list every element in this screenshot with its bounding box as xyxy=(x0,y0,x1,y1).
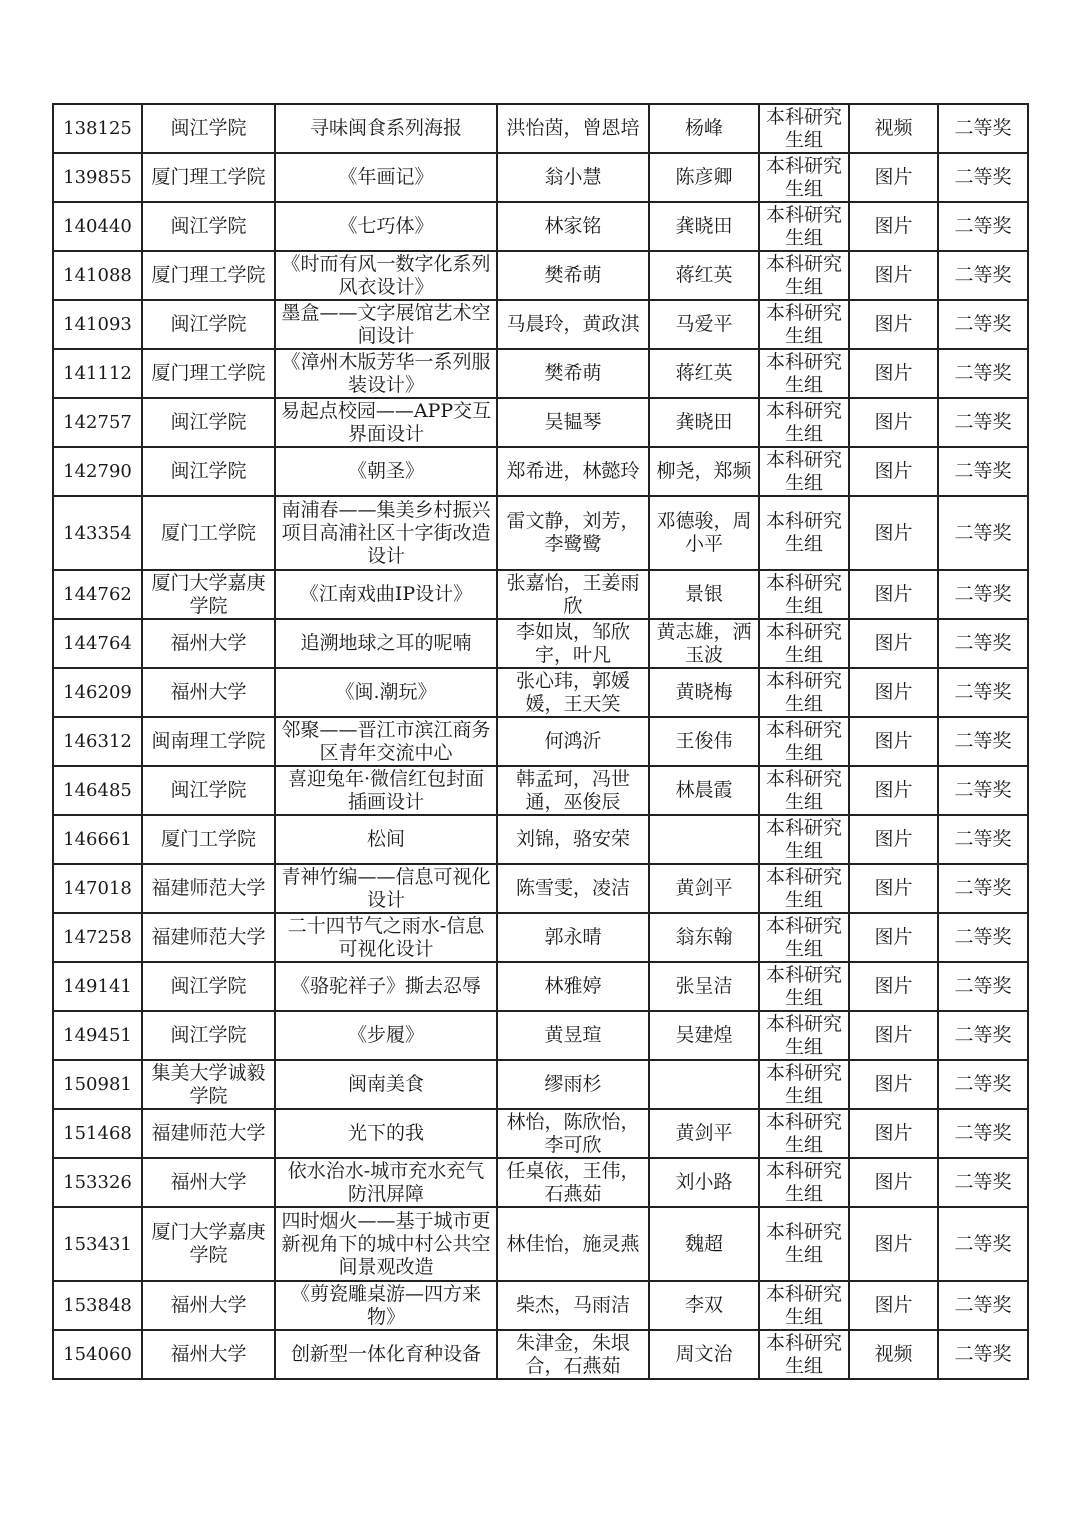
table-row xyxy=(53,962,1028,1011)
advisor-cell xyxy=(649,1060,759,1109)
entry-id-cell: 147018 xyxy=(53,864,142,913)
group-cell: 本科研究生组 xyxy=(759,496,849,570)
entry-id-cell: 141088 xyxy=(53,251,142,300)
group-cell: 本科研究生组 xyxy=(759,153,849,202)
entry-id-cell: 146661 xyxy=(53,815,142,864)
entry-id-cell: 146209 xyxy=(53,668,142,717)
entry-id-cell: 154060 xyxy=(53,1330,142,1379)
title-cell: 邻聚——晋江市滨江商务区青年交流中心 xyxy=(275,717,497,766)
advisor-cell: 张呈洁 xyxy=(649,962,759,1011)
school-cell: 闽江学院 xyxy=(142,1011,275,1060)
authors-cell: 柴杰，马雨洁 xyxy=(497,1281,649,1330)
authors-cell: 林雅婷 xyxy=(497,962,649,1011)
school-cell: 厦门理工学院 xyxy=(142,153,275,202)
entry-id-cell: 149141 xyxy=(53,962,142,1011)
award-table-body xyxy=(53,104,1028,1379)
type-cell: 图片 xyxy=(849,864,938,913)
table-row xyxy=(53,398,1028,447)
advisor-cell: 魏超 xyxy=(649,1207,759,1281)
table-row xyxy=(53,1060,1028,1109)
award-cell: 二等奖 xyxy=(938,1060,1028,1109)
title-cell: 二十四节气之雨水-信息可视化设计 xyxy=(275,913,497,962)
table-row xyxy=(53,104,1028,153)
title-cell: 《漳州木版芳华一系列服装设计》 xyxy=(275,349,497,398)
table-row xyxy=(53,717,1028,766)
award-cell: 二等奖 xyxy=(938,447,1028,496)
table-row xyxy=(53,300,1028,349)
school-cell: 福州大学 xyxy=(142,1158,275,1207)
title-cell: 墨盒——文字展馆艺术空间设计 xyxy=(275,300,497,349)
title-cell: 四时烟火——基于城市更新视角下的城中村公共空间景观改造 xyxy=(275,1207,497,1281)
title-cell: 南浦春——集美乡村振兴项目高浦社区十字街改造设计 xyxy=(275,496,497,570)
award-cell: 二等奖 xyxy=(938,398,1028,447)
title-cell: 闽南美食 xyxy=(275,1060,497,1109)
advisor-cell: 黄志雄，洒玉波 xyxy=(649,619,759,668)
school-cell: 厦门大学嘉庚学院 xyxy=(142,570,275,619)
award-cell: 二等奖 xyxy=(938,815,1028,864)
award-cell: 二等奖 xyxy=(938,913,1028,962)
advisor-cell: 林晨霞 xyxy=(649,766,759,815)
type-cell: 图片 xyxy=(849,300,938,349)
type-cell: 图片 xyxy=(849,398,938,447)
title-cell: 《时而有风一数字化系列风衣设计》 xyxy=(275,251,497,300)
authors-cell: 黄昱瑄 xyxy=(497,1011,649,1060)
authors-cell: 吴韫琴 xyxy=(497,398,649,447)
authors-cell: 任桌依，王伟，石燕茹 xyxy=(497,1158,649,1207)
advisor-cell: 景银 xyxy=(649,570,759,619)
school-cell: 福州大学 xyxy=(142,1281,275,1330)
authors-cell: 张心玮，郭媛媛，王天笑 xyxy=(497,668,649,717)
type-cell: 图片 xyxy=(849,1109,938,1158)
award-cell: 二等奖 xyxy=(938,1158,1028,1207)
type-cell: 视频 xyxy=(849,104,938,153)
entry-id-cell: 142790 xyxy=(53,447,142,496)
title-cell: 寻味闽食系列海报 xyxy=(275,104,497,153)
award-cell: 二等奖 xyxy=(938,1207,1028,1281)
award-table xyxy=(52,103,1029,1380)
table-row xyxy=(53,1281,1028,1330)
type-cell: 图片 xyxy=(849,1060,938,1109)
group-cell: 本科研究生组 xyxy=(759,202,849,251)
type-cell: 图片 xyxy=(849,1207,938,1281)
type-cell: 图片 xyxy=(849,251,938,300)
type-cell: 图片 xyxy=(849,766,938,815)
type-cell: 图片 xyxy=(849,668,938,717)
advisor-cell: 马爱平 xyxy=(649,300,759,349)
advisor-cell: 黄剑平 xyxy=(649,864,759,913)
advisor-cell: 蒋红英 xyxy=(649,251,759,300)
table-row xyxy=(53,668,1028,717)
authors-cell: 缪雨杉 xyxy=(497,1060,649,1109)
school-cell: 闽江学院 xyxy=(142,398,275,447)
type-cell: 图片 xyxy=(849,717,938,766)
award-cell: 二等奖 xyxy=(938,349,1028,398)
title-cell: 《朝圣》 xyxy=(275,447,497,496)
type-cell: 图片 xyxy=(849,1281,938,1330)
entry-id-cell: 142757 xyxy=(53,398,142,447)
award-cell: 二等奖 xyxy=(938,570,1028,619)
entry-id-cell: 140440 xyxy=(53,202,142,251)
award-cell: 二等奖 xyxy=(938,962,1028,1011)
group-cell: 本科研究生组 xyxy=(759,1207,849,1281)
group-cell: 本科研究生组 xyxy=(759,1109,849,1158)
entry-id-cell: 153848 xyxy=(53,1281,142,1330)
type-cell: 图片 xyxy=(849,496,938,570)
group-cell: 本科研究生组 xyxy=(759,619,849,668)
school-cell: 厦门大学嘉庚学院 xyxy=(142,1207,275,1281)
authors-cell: 雷文静，刘芳，李鹭鹭 xyxy=(497,496,649,570)
authors-cell: 李如岚，邹欣宇，叶凡 xyxy=(497,619,649,668)
group-cell: 本科研究生组 xyxy=(759,300,849,349)
group-cell: 本科研究生组 xyxy=(759,864,849,913)
entry-id-cell: 138125 xyxy=(53,104,142,153)
award-cell: 二等奖 xyxy=(938,1330,1028,1379)
advisor-cell: 黄晓梅 xyxy=(649,668,759,717)
title-cell: 《步履》 xyxy=(275,1011,497,1060)
entry-id-cell: 151468 xyxy=(53,1109,142,1158)
advisor-cell: 杨峰 xyxy=(649,104,759,153)
table-row xyxy=(53,349,1028,398)
group-cell: 本科研究生组 xyxy=(759,1158,849,1207)
award-cell: 二等奖 xyxy=(938,1011,1028,1060)
award-cell: 二等奖 xyxy=(938,864,1028,913)
table-row xyxy=(53,1207,1028,1281)
award-cell: 二等奖 xyxy=(938,766,1028,815)
title-cell: 喜迎兔年·微信红包封面插画设计 xyxy=(275,766,497,815)
advisor-cell: 黄剑平 xyxy=(649,1109,759,1158)
table-row xyxy=(53,619,1028,668)
table-row xyxy=(53,1330,1028,1379)
award-cell: 二等奖 xyxy=(938,251,1028,300)
advisor-cell: 蒋红英 xyxy=(649,349,759,398)
group-cell: 本科研究生组 xyxy=(759,717,849,766)
entry-id-cell: 153326 xyxy=(53,1158,142,1207)
entry-id-cell: 139855 xyxy=(53,153,142,202)
table-row xyxy=(53,913,1028,962)
type-cell: 图片 xyxy=(849,962,938,1011)
advisor-cell: 柳尧，郑频 xyxy=(649,447,759,496)
school-cell: 集美大学诚毅学院 xyxy=(142,1060,275,1109)
group-cell: 本科研究生组 xyxy=(759,913,849,962)
award-cell: 二等奖 xyxy=(938,619,1028,668)
advisor-cell: 刘小路 xyxy=(649,1158,759,1207)
authors-cell: 陈雪雯，凌洁 xyxy=(497,864,649,913)
entry-id-cell: 149451 xyxy=(53,1011,142,1060)
award-cell: 二等奖 xyxy=(938,104,1028,153)
table-row xyxy=(53,570,1028,619)
advisor-cell: 李双 xyxy=(649,1281,759,1330)
table-row xyxy=(53,1158,1028,1207)
school-cell: 闽江学院 xyxy=(142,202,275,251)
school-cell: 福州大学 xyxy=(142,668,275,717)
entry-id-cell: 147258 xyxy=(53,913,142,962)
authors-cell: 郑希进，林懿玲 xyxy=(497,447,649,496)
table-row xyxy=(53,1109,1028,1158)
authors-cell: 郭永晴 xyxy=(497,913,649,962)
award-cell: 二等奖 xyxy=(938,153,1028,202)
award-list-page xyxy=(52,103,1027,1380)
authors-cell: 马晨玲，黄政淇 xyxy=(497,300,649,349)
title-cell: 易起点校园——APP交互界面设计 xyxy=(275,398,497,447)
advisor-cell: 吴建煌 xyxy=(649,1011,759,1060)
type-cell: 图片 xyxy=(849,447,938,496)
table-row xyxy=(53,447,1028,496)
entry-id-cell: 153431 xyxy=(53,1207,142,1281)
group-cell: 本科研究生组 xyxy=(759,398,849,447)
advisor-cell: 陈彦卿 xyxy=(649,153,759,202)
type-cell: 视频 xyxy=(849,1330,938,1379)
school-cell: 福州大学 xyxy=(142,619,275,668)
authors-cell: 林家铭 xyxy=(497,202,649,251)
school-cell: 福州大学 xyxy=(142,1330,275,1379)
type-cell: 图片 xyxy=(849,570,938,619)
table-row xyxy=(53,766,1028,815)
entry-id-cell: 141112 xyxy=(53,349,142,398)
authors-cell: 朱津金，朱垠合，石燕茹 xyxy=(497,1330,649,1379)
authors-cell: 林佳怡，施灵燕 xyxy=(497,1207,649,1281)
table-row xyxy=(53,251,1028,300)
group-cell: 本科研究生组 xyxy=(759,962,849,1011)
advisor-cell xyxy=(649,815,759,864)
type-cell: 图片 xyxy=(849,913,938,962)
authors-cell: 洪怡茵，曾恩培 xyxy=(497,104,649,153)
school-cell: 福建师范大学 xyxy=(142,1109,275,1158)
authors-cell: 刘锦，骆安荣 xyxy=(497,815,649,864)
title-cell: 依水治水-城市充水充气防汛屏障 xyxy=(275,1158,497,1207)
type-cell: 图片 xyxy=(849,619,938,668)
group-cell: 本科研究生组 xyxy=(759,349,849,398)
title-cell: 《骆驼祥子》撕去忍辱 xyxy=(275,962,497,1011)
group-cell: 本科研究生组 xyxy=(759,1281,849,1330)
type-cell: 图片 xyxy=(849,153,938,202)
entry-id-cell: 141093 xyxy=(53,300,142,349)
title-cell: 追溯地球之耳的呢喃 xyxy=(275,619,497,668)
advisor-cell: 邓德骏，周小平 xyxy=(649,496,759,570)
title-cell: 《年画记》 xyxy=(275,153,497,202)
advisor-cell: 龚晓田 xyxy=(649,202,759,251)
table-row xyxy=(53,864,1028,913)
advisor-cell: 王俊伟 xyxy=(649,717,759,766)
title-cell: 青神竹编——信息可视化设计 xyxy=(275,864,497,913)
entry-id-cell: 144762 xyxy=(53,570,142,619)
award-cell: 二等奖 xyxy=(938,300,1028,349)
school-cell: 厦门理工学院 xyxy=(142,349,275,398)
table-row xyxy=(53,815,1028,864)
award-cell: 二等奖 xyxy=(938,1281,1028,1330)
group-cell: 本科研究生组 xyxy=(759,1060,849,1109)
school-cell: 闽江学院 xyxy=(142,300,275,349)
group-cell: 本科研究生组 xyxy=(759,251,849,300)
school-cell: 福建师范大学 xyxy=(142,913,275,962)
type-cell: 图片 xyxy=(849,349,938,398)
award-cell: 二等奖 xyxy=(938,496,1028,570)
table-row xyxy=(53,496,1028,570)
group-cell: 本科研究生组 xyxy=(759,668,849,717)
school-cell: 厦门理工学院 xyxy=(142,251,275,300)
school-cell: 闽江学院 xyxy=(142,447,275,496)
school-cell: 闽江学院 xyxy=(142,962,275,1011)
group-cell: 本科研究生组 xyxy=(759,570,849,619)
authors-cell: 樊希萌 xyxy=(497,349,649,398)
entry-id-cell: 146485 xyxy=(53,766,142,815)
authors-cell: 翁小慧 xyxy=(497,153,649,202)
school-cell: 闽南理工学院 xyxy=(142,717,275,766)
group-cell: 本科研究生组 xyxy=(759,766,849,815)
title-cell: 《江南戏曲IP设计》 xyxy=(275,570,497,619)
authors-cell: 韩孟珂，冯世通，巫俊辰 xyxy=(497,766,649,815)
entry-id-cell: 150981 xyxy=(53,1060,142,1109)
title-cell: 松间 xyxy=(275,815,497,864)
advisor-cell: 周文治 xyxy=(649,1330,759,1379)
award-cell: 二等奖 xyxy=(938,668,1028,717)
school-cell: 福建师范大学 xyxy=(142,864,275,913)
award-cell: 二等奖 xyxy=(938,1109,1028,1158)
table-row xyxy=(53,153,1028,202)
school-cell: 闽江学院 xyxy=(142,104,275,153)
entry-id-cell: 146312 xyxy=(53,717,142,766)
type-cell: 图片 xyxy=(849,1158,938,1207)
title-cell: 光下的我 xyxy=(275,1109,497,1158)
entry-id-cell: 144764 xyxy=(53,619,142,668)
title-cell: 创新型一体化育种设备 xyxy=(275,1330,497,1379)
group-cell: 本科研究生组 xyxy=(759,815,849,864)
group-cell: 本科研究生组 xyxy=(759,104,849,153)
table-row xyxy=(53,202,1028,251)
advisor-cell: 翁东翰 xyxy=(649,913,759,962)
award-cell: 二等奖 xyxy=(938,717,1028,766)
authors-cell: 何鸿沂 xyxy=(497,717,649,766)
title-cell: 《闽.潮玩》 xyxy=(275,668,497,717)
type-cell: 图片 xyxy=(849,202,938,251)
entry-id-cell: 143354 xyxy=(53,496,142,570)
group-cell: 本科研究生组 xyxy=(759,1011,849,1060)
title-cell: 《剪瓷雕桌游—四方来物》 xyxy=(275,1281,497,1330)
group-cell: 本科研究生组 xyxy=(759,1330,849,1379)
advisor-cell: 龚晓田 xyxy=(649,398,759,447)
type-cell: 图片 xyxy=(849,1011,938,1060)
school-cell: 厦门工学院 xyxy=(142,815,275,864)
authors-cell: 林怡，陈欣怡，李可欣 xyxy=(497,1109,649,1158)
group-cell: 本科研究生组 xyxy=(759,447,849,496)
school-cell: 闽江学院 xyxy=(142,766,275,815)
award-cell: 二等奖 xyxy=(938,202,1028,251)
type-cell: 图片 xyxy=(849,815,938,864)
authors-cell: 樊希萌 xyxy=(497,251,649,300)
authors-cell: 张嘉怡，王姜雨欣 xyxy=(497,570,649,619)
title-cell: 《七巧体》 xyxy=(275,202,497,251)
school-cell: 厦门工学院 xyxy=(142,496,275,570)
table-row xyxy=(53,1011,1028,1060)
